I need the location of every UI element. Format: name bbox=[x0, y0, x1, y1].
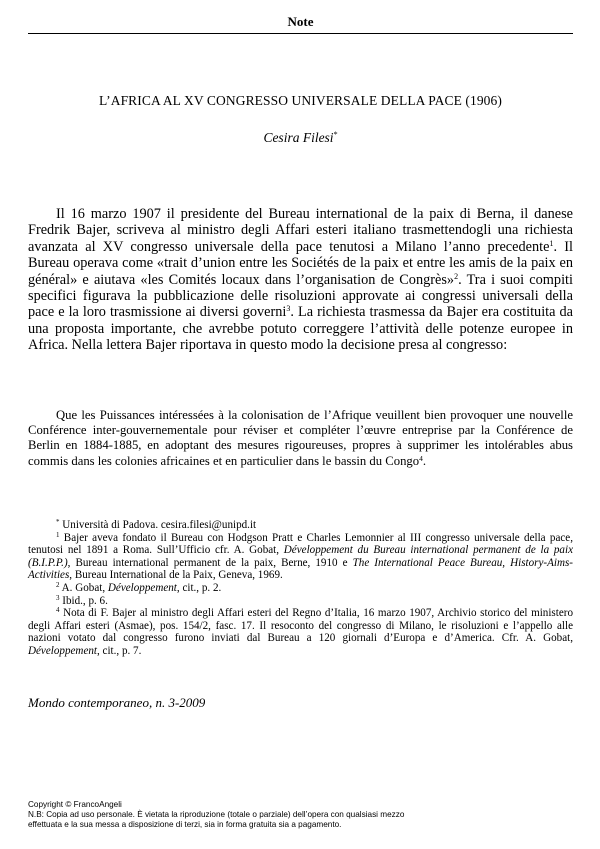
footnote-text: Università di Padova. cesira.filesi@unipd.it bbox=[59, 519, 257, 531]
author-footnote-mark[interactable]: * bbox=[333, 130, 338, 139]
footnote-ref-1[interactable]: 1 bbox=[549, 238, 554, 248]
footnote-mark: 2 bbox=[56, 580, 60, 589]
footnote-text: , cit., p. 7. bbox=[97, 644, 142, 657]
footnote-text: Nota di F. Bajer al ministro degli Affari esteri del Regno d’Italia, 16 marzo 1907, Archivio storico del ministero degli Affari esteri (Asmae), pos. 154/2, fasc. 17. Il resoconto del congresso di Milano, le risoluzioni e l’appello alle nazioni votato dal congresso furono inviati dal Bureau a 120 giornali d’Europa e d’America. Cfr. A. Gobat, bbox=[28, 607, 573, 645]
footnote-ref-2[interactable]: 2 bbox=[454, 271, 459, 281]
body-text-3: . Tra i suoi compiti specifici figurava la pubblicazione delle risoluzioni approvate ai congressi universali della pace e la loro trasmissione ai diversi governi bbox=[28, 271, 573, 321]
author-line bbox=[28, 130, 573, 146]
footnote-2 bbox=[28, 582, 573, 595]
footnote-mark: 1 bbox=[56, 530, 60, 539]
section-label: Note bbox=[287, 14, 314, 29]
footnote-text: A. Gobat, bbox=[59, 581, 108, 594]
footnote-italic: The International Peace Bureau, History-Aims-Activities bbox=[28, 556, 573, 582]
article-title: L’AFRICA AL XV CONGRESSO UNIVERSALE DELLA PACE (1906) bbox=[99, 93, 502, 108]
article-body bbox=[28, 206, 573, 354]
footnotes bbox=[28, 519, 573, 658]
copyright-line: effettuata e la sua messa a disposizione di terzi, sia in forma gratuita sia a pagamento. bbox=[28, 820, 342, 830]
quote-paragraph bbox=[28, 408, 573, 469]
quote-text: Que les Puissances intéressées à la colonisation de l’Afrique veuillent bien provoquer une nouvelle Conférence inter-gouvernementale pour réviser et compléter l’œuvre entreprise par la Conférence de Berlin en 1884-1885, en adoptant des mesures rigoureuses, propres à supprimer les intolérables abus commis dans les colonies africaines et en particulier dans le bassin du Congo bbox=[28, 408, 573, 468]
quote-end: . bbox=[422, 453, 427, 468]
copyright-notice bbox=[28, 800, 588, 831]
footnote-3 bbox=[28, 595, 573, 608]
footnote-affiliation bbox=[28, 519, 573, 532]
body-paragraph bbox=[28, 206, 573, 354]
footnote-ref-3[interactable]: 3 bbox=[286, 304, 291, 314]
footnote-text: , cit., p. 2. bbox=[176, 581, 222, 594]
footnote-1 bbox=[28, 532, 573, 582]
copyright-line: N.B: Copia ad uso personale. È vietata la riproduzione (totale o parziale) dell’opera con qualsiasi mezzo bbox=[28, 810, 405, 820]
body-text-2: . Il Bureau operava come «trait d’union entre les Sociétés de la paix et entre les amis de la paix en général» e aiutava «les Comités locaux dans l’organisation de Congrès» bbox=[28, 238, 574, 288]
footnote-mark: * bbox=[56, 518, 60, 526]
footnote-mark: 3 bbox=[56, 593, 60, 602]
footnote-text: Ibid., p. 6. bbox=[59, 594, 108, 607]
footnote-4 bbox=[28, 607, 573, 657]
footnote-italic: Développement du Bureau international permanent de la paix (B.I.P.P.) bbox=[28, 544, 573, 569]
body-text-1: Il 16 marzo 1907 il presidente del Bureau international de la paix di Berna, il danese Fredrik Bajer, scriveva al ministro degli Affari esteri italiano trasmettendogli una richiesta avanzata al XV congresso universale della pace tenutosi a Milano l’anno precedente bbox=[28, 206, 573, 255]
footnote-text: , Bureau international permanent de la paix, Berne, 1910 e bbox=[67, 556, 353, 569]
footnote-italic: Développement bbox=[107, 581, 177, 594]
footnote-italic: Développement bbox=[28, 644, 97, 657]
block-quote bbox=[28, 408, 573, 469]
body-text-4: . La richiesta trasmessa da Bajer era costituita da una proposta importante, che avrebbe potuto correggere l’attività delle potenze europee in Africa. Nella lettera Bajer riportava in questo modo la decisione presa al congresso: bbox=[28, 304, 574, 354]
footnote-text: Bajer aveva fondato il Bureau con Hodgson Pratt e Charles Lemonnier al III congresso universale della pace, tenutosi nel 1891 a Roma. Sull’Ufficio cfr. A. Gobat, bbox=[28, 531, 573, 557]
copyright-line: Copyright © FrancoAngeli bbox=[28, 800, 122, 809]
footnote-mark: 4 bbox=[56, 606, 60, 615]
journal-citation: Mondo contemporaneo, n. 3-2009 bbox=[28, 695, 206, 710]
author-name: Cesira Filesi bbox=[263, 130, 334, 145]
section-header bbox=[28, 14, 573, 34]
footnote-text: , Bureau International de la Paix, Geneva, 1969. bbox=[69, 569, 283, 582]
footnote-ref-4[interactable]: 4 bbox=[419, 453, 423, 463]
